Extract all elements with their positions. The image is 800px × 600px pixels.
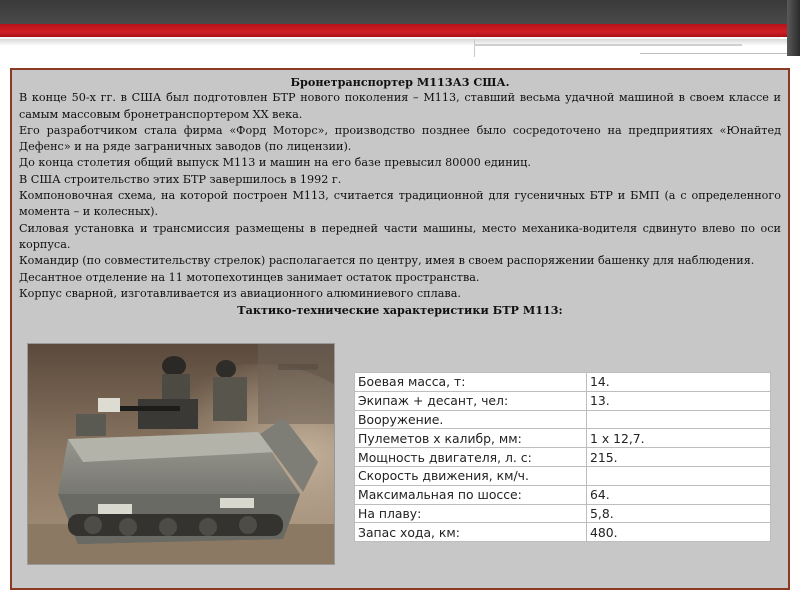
table-row — [355, 448, 771, 467]
paragraph: Компоновочная схема, на которой построен М113, считается традиционной для гусеничных БТР и БМП (а с определенного момента – и колесных). — [19, 189, 781, 219]
paragraph: Его разработчиком стала фирма «Форд Моторс», производство позднее было сосредоточено на предприятиях «Юнайтед Дефенс» и на ряде заграничных заводов (по лицензии). — [19, 123, 781, 154]
spec-value — [587, 410, 771, 429]
table-row — [355, 429, 771, 448]
paragraph: До конца столетия общий выпуск М113 и машин на его базе превысил 80000 единиц. — [19, 156, 531, 170]
spec-value: 215. — [587, 448, 771, 467]
header-accent-line-short — [640, 53, 790, 54]
paragraph: Командир (по совместительству стрелок) располагается по центру, имея в своем распоряжении башенку для наблюдения. — [19, 254, 755, 268]
spec-value — [587, 466, 771, 485]
table-row — [355, 373, 771, 392]
article-title: Бронетранспортер М113А3 США. — [290, 75, 510, 89]
spec-label: Максимальная по шоссе: — [355, 485, 587, 504]
spec-label: Боевая масса, т: — [355, 373, 587, 392]
spec-value: 14. — [587, 373, 771, 392]
paragraph: Корпус сварной, изготавливается из авиационного алюминиевого сплава. — [19, 286, 461, 300]
header-accent-line — [474, 44, 742, 46]
paragraph: Силовая установка и трансмиссия размещены в передней части машины, место механика-водителя сдвинуто влево по оси корпуса. — [19, 221, 781, 251]
table-row — [355, 391, 771, 410]
spec-value: 1 х 12,7. — [587, 429, 771, 448]
spec-label: Скорость движения, км/ч. — [355, 466, 587, 485]
header-red-band — [0, 24, 800, 37]
spec-value: 13. — [587, 391, 771, 410]
header-dark-band — [0, 0, 800, 24]
spec-value: 64. — [587, 485, 771, 504]
paragraph: В США строительство этих БТР завершилось в 1992 г. — [19, 172, 342, 186]
spec-label: Мощность двигателя, л. с: — [355, 448, 587, 467]
table-row — [355, 485, 771, 504]
header-right-edge — [787, 0, 800, 56]
spec-label: Пулеметов х калибр, мм: — [355, 429, 587, 448]
spec-label: Запас хода, км: — [355, 523, 587, 542]
header-accent-tick — [474, 39, 475, 57]
paragraph: Десантное отделение на 11 мотопехотинцев занимает остаток пространства. — [19, 270, 480, 284]
content-panel — [10, 68, 790, 590]
spec-label: Экипаж + десант, чел: — [355, 391, 587, 410]
spec-label: Вооружение. — [355, 410, 587, 429]
table-row — [355, 523, 771, 542]
paragraph: В конце 50-х гг. в США был подготовлен БТР нового поколения – М113, ставший весьма удачной машиной в своем классе и самым массовым бронетранспортером XX века. — [19, 91, 781, 121]
m113-apc-photo — [27, 343, 335, 565]
spec-value: 480. — [587, 523, 771, 542]
specs-heading: Тактико-технические характеристики БТР М113: — [237, 303, 563, 318]
table-row — [355, 504, 771, 523]
specs-table — [354, 372, 771, 542]
spec-value: 5,8. — [587, 504, 771, 523]
article-text — [19, 74, 781, 318]
table-row — [355, 466, 771, 485]
spec-label: На плаву: — [355, 504, 587, 523]
table-row — [355, 410, 771, 429]
